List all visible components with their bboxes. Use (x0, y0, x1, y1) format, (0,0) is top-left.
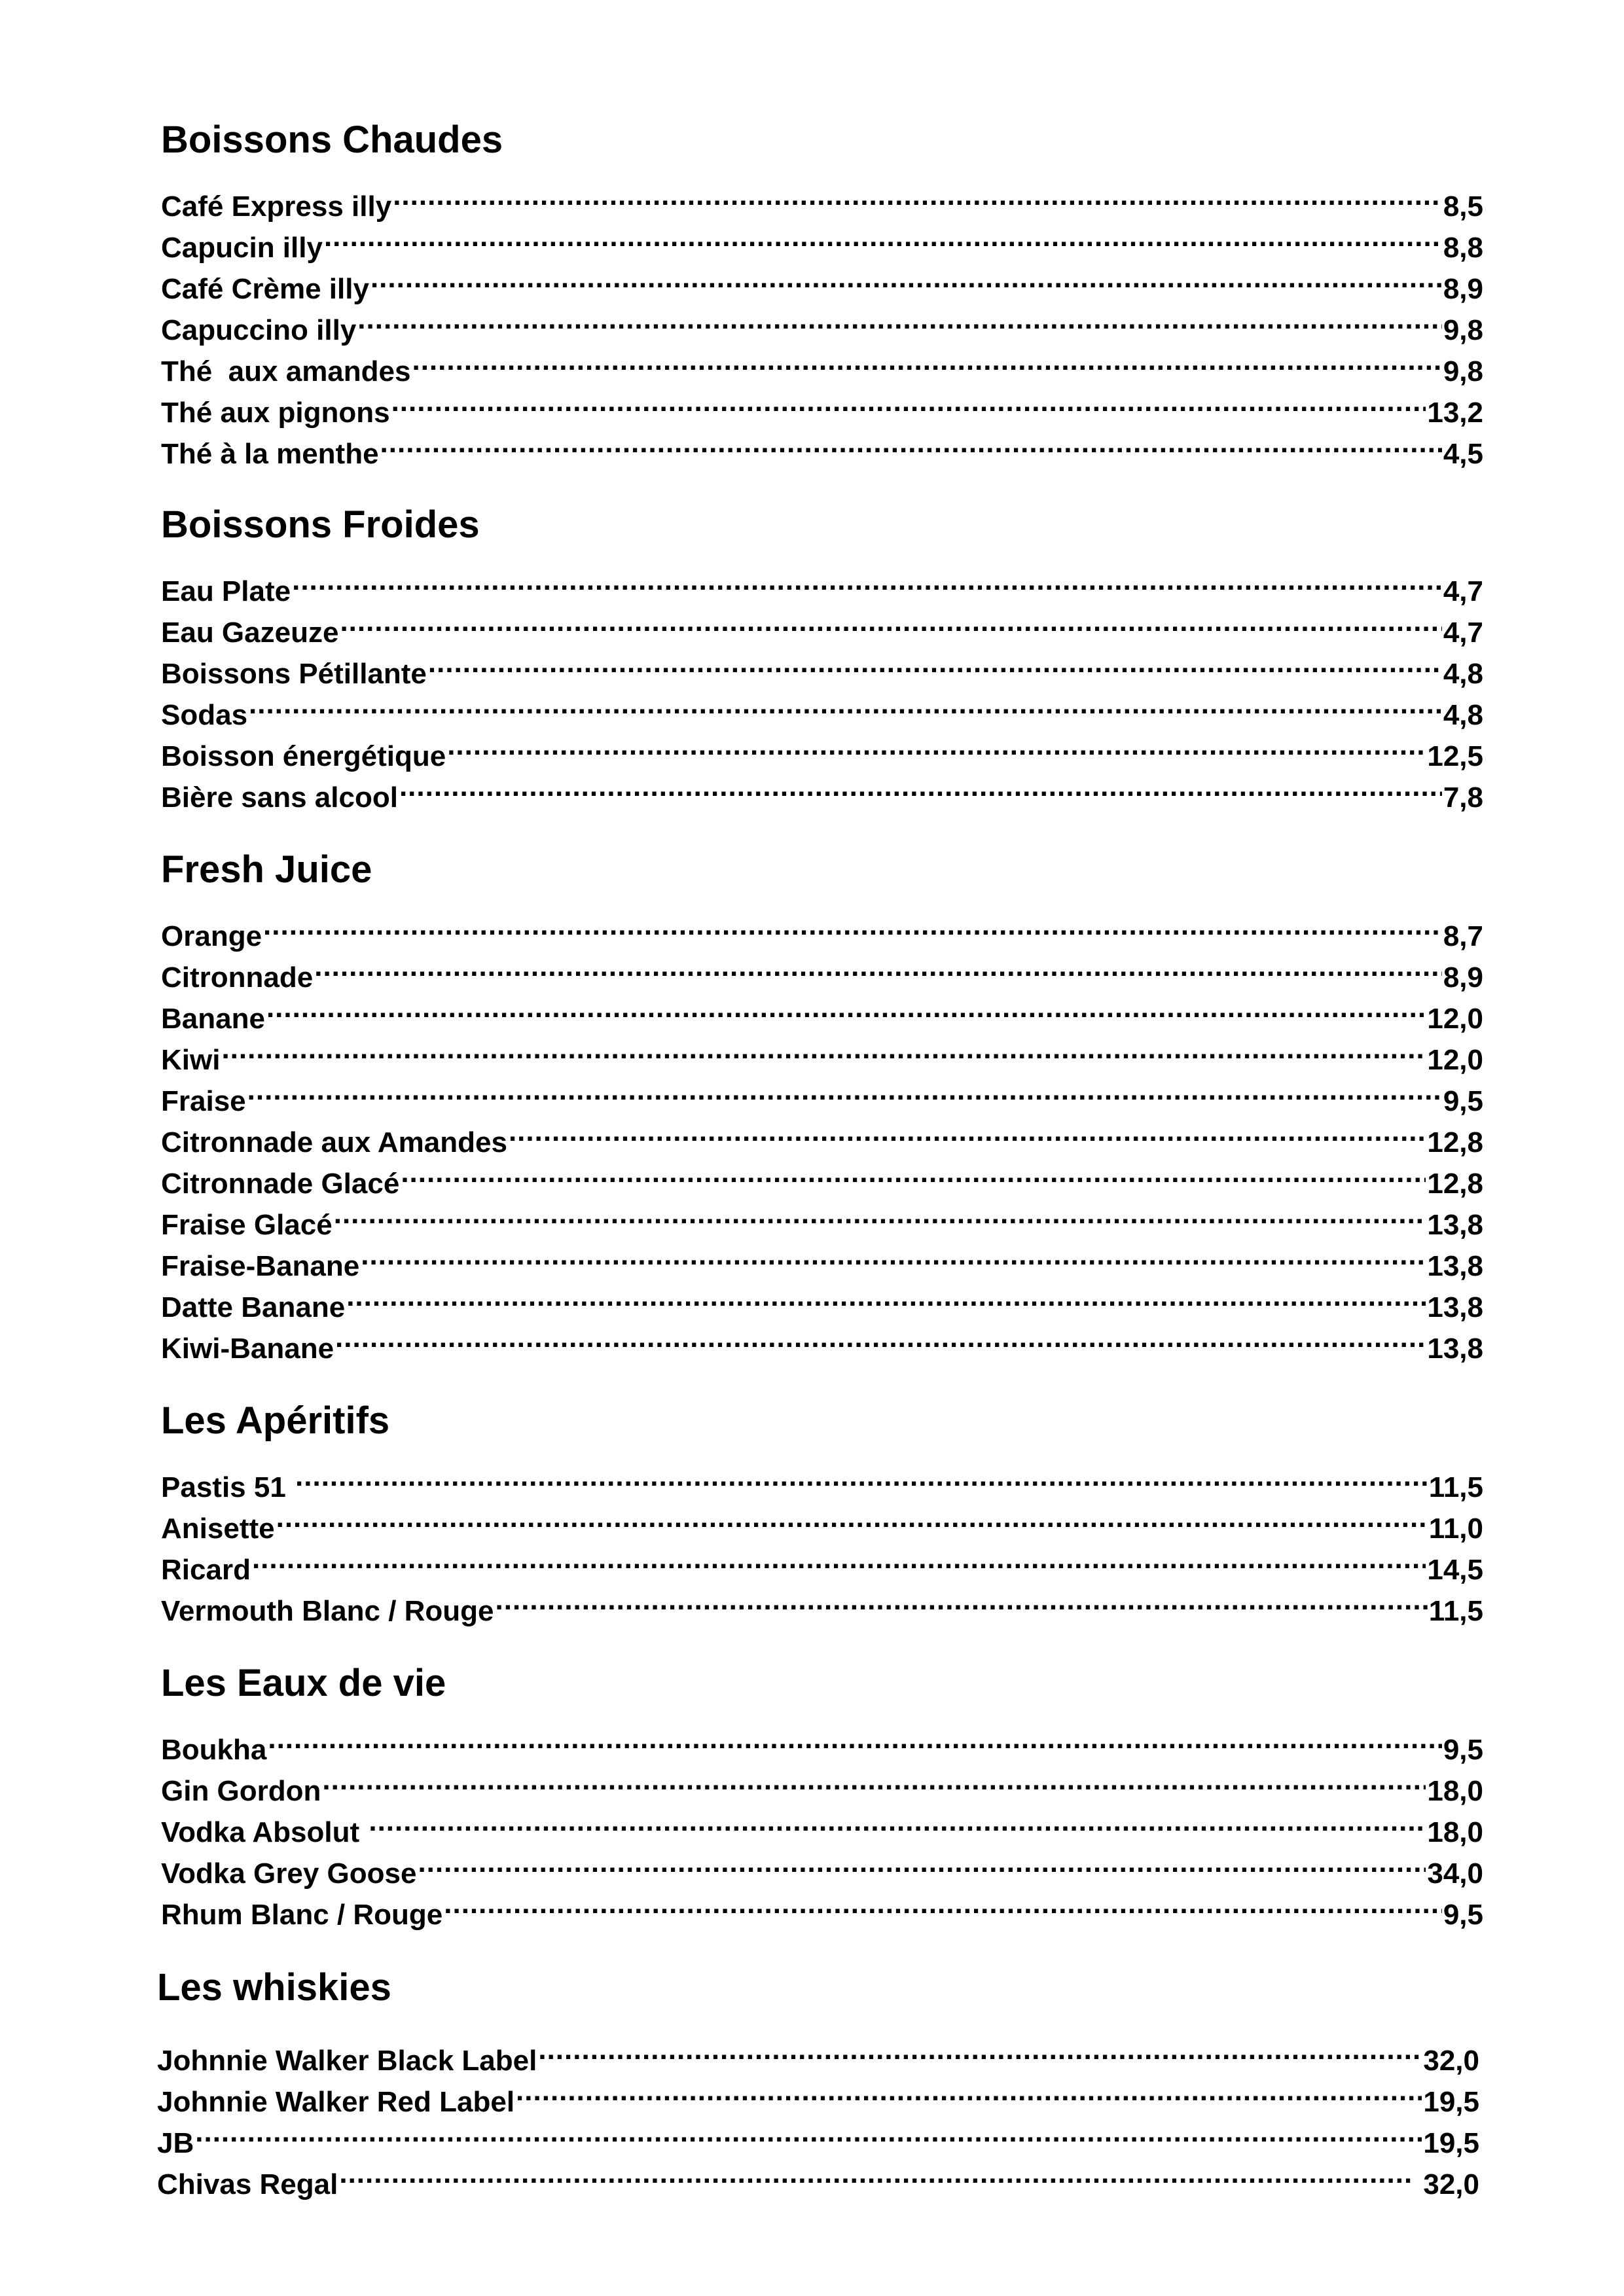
dot-leader (339, 2153, 1414, 2194)
dot-leader (412, 340, 1441, 381)
item-name: Boukha (161, 1734, 267, 1766)
menu-item (161, 1028, 1483, 1076)
dot-leader (509, 1111, 1426, 1152)
item-price: 9,5 (1443, 1899, 1483, 1931)
item-name: Bière sans alcool (161, 781, 398, 814)
item-name: Ricard (161, 1554, 251, 1586)
item-price: 13,8 (1427, 1209, 1483, 1241)
menu-item (161, 340, 1483, 387)
item-price: 8,9 (1443, 961, 1483, 994)
dot-leader (334, 1193, 1426, 1234)
item-name: Thé aux pignons (161, 397, 390, 429)
item-price: 14,5 (1427, 1554, 1483, 1586)
item-name: Gin Gordon (161, 1775, 321, 1807)
dot-leader (391, 381, 1426, 422)
item-price: 4,5 (1443, 438, 1483, 470)
item-price: 13,8 (1427, 1291, 1483, 1323)
menu-item (161, 1842, 1483, 1890)
menu-item (157, 2070, 1479, 2118)
dot-leader (195, 2111, 1422, 2153)
item-price: 9,5 (1443, 1734, 1483, 1766)
item-name: Rhum Blanc / Rouge (161, 1899, 443, 1931)
dot-leader (314, 946, 1442, 987)
item-name: Eau Gazeuze (161, 617, 339, 649)
dot-leader (276, 1497, 1428, 1538)
item-name: Thé aux amandes (161, 355, 411, 387)
dot-leader (393, 175, 1442, 216)
item-name: Orange (161, 920, 262, 952)
menu-list (161, 1456, 1483, 1627)
dot-leader (401, 1152, 1426, 1193)
item-price: 18,0 (1427, 1775, 1483, 1807)
menu-item (161, 1111, 1483, 1158)
item-price: 8,5 (1443, 190, 1483, 223)
menu-item (161, 257, 1483, 305)
section-title: Les Eaux de vie (161, 1662, 446, 1704)
menu-item (161, 422, 1483, 470)
section-title: Boissons Froides (161, 503, 480, 546)
dot-leader (399, 766, 1442, 807)
item-price: 12,8 (1427, 1168, 1483, 1200)
item-price: 19,5 (1423, 2127, 1479, 2159)
dot-leader (292, 560, 1442, 601)
item-name: Citronnade Glacé (161, 1168, 400, 1200)
menu-item (161, 1801, 1483, 1848)
item-price: 32,0 (1423, 2045, 1479, 2077)
menu-item (161, 1759, 1483, 1807)
item-price: 12,8 (1427, 1126, 1483, 1158)
dot-leader (428, 642, 1442, 683)
item-name: Vodka Absolut (161, 1816, 368, 1848)
menu-item (161, 1579, 1483, 1627)
dot-leader (361, 1234, 1426, 1276)
item-name: Thé à la menthe (161, 438, 379, 470)
dot-leader (266, 987, 1426, 1028)
item-name: Banane (161, 1003, 265, 1035)
item-name: JB (157, 2127, 194, 2159)
item-name: Capucin illy (161, 232, 323, 264)
item-price: 9,8 (1443, 314, 1483, 346)
item-price: 34,0 (1427, 1857, 1483, 1890)
menu-item (161, 766, 1483, 814)
menu-list (161, 560, 1483, 814)
item-price: 12,0 (1427, 1003, 1483, 1035)
dot-leader (370, 257, 1442, 298)
dot-leader (340, 601, 1441, 642)
menu-item (161, 683, 1483, 731)
item-name: Vermouth Blanc / Rouge (161, 1595, 494, 1627)
menu-item (161, 905, 1483, 952)
item-name: Café Crème illy (161, 273, 369, 305)
item-name: Kiwi (161, 1044, 221, 1076)
menu-item (161, 1883, 1483, 1931)
item-price: 8,9 (1443, 273, 1483, 305)
menu-item (161, 1152, 1483, 1200)
item-price: 7,8 (1443, 781, 1483, 814)
menu-item (157, 2111, 1479, 2159)
menu-item (161, 1718, 1483, 1766)
menu-item (161, 175, 1483, 223)
menu-list (161, 905, 1483, 1365)
item-name: Boisson énergétique (161, 740, 446, 772)
item-price: 12,0 (1427, 1044, 1483, 1076)
dot-leader (335, 1317, 1426, 1358)
dot-leader (295, 1456, 1428, 1497)
item-price: 11,0 (1428, 1513, 1483, 1545)
menu-item (157, 2153, 1479, 2200)
item-name: Boissons Pétillante (161, 658, 427, 690)
item-name: Fraise-Banane (161, 1250, 360, 1282)
item-price: 4,8 (1443, 699, 1483, 731)
item-name: Kiwi-Banane (161, 1333, 334, 1365)
dot-leader (516, 2070, 1422, 2111)
menu-list (161, 175, 1483, 470)
item-price: 13,8 (1427, 1250, 1483, 1282)
item-name: Eau Plate (161, 575, 291, 607)
dot-leader (418, 1842, 1426, 1883)
dot-leader (268, 1718, 1441, 1759)
item-price: 4,7 (1443, 575, 1483, 607)
dot-leader (346, 1276, 1426, 1317)
item-name: Vodka Grey Goose (161, 1857, 417, 1890)
item-price: 8,8 (1443, 232, 1483, 264)
item-price: 18,0 (1427, 1816, 1483, 1848)
menu-item (161, 1497, 1483, 1545)
item-name: Citronnade aux Amandes (161, 1126, 507, 1158)
item-name: Datte Banane (161, 1291, 346, 1323)
menu-list (157, 2029, 1479, 2200)
item-name: Capuccino illy (161, 314, 357, 346)
menu-item (161, 642, 1483, 690)
dot-leader (369, 1801, 1426, 1842)
item-price: 9,8 (1443, 355, 1483, 387)
item-price: 9,5 (1443, 1085, 1483, 1117)
item-name: Chivas Regal (157, 2168, 338, 2200)
item-price: 4,7 (1443, 617, 1483, 649)
menu-item (161, 601, 1483, 649)
menu-item (157, 2029, 1479, 2077)
menu-item (161, 560, 1483, 607)
dot-leader (221, 1028, 1426, 1069)
menu-item (161, 1069, 1483, 1117)
menu-item (161, 298, 1483, 346)
dot-leader (496, 1579, 1428, 1621)
dot-leader (380, 422, 1442, 463)
menu-item (161, 946, 1483, 994)
dot-leader (538, 2029, 1422, 2070)
item-name: Johnnie Walker Red Label (157, 2086, 515, 2118)
dot-leader (324, 216, 1442, 257)
menu-item (161, 1276, 1483, 1323)
dot-leader (447, 725, 1426, 766)
menu-item (161, 381, 1483, 429)
dot-leader (263, 905, 1442, 946)
item-price: 12,5 (1427, 740, 1483, 772)
menu-list (161, 1718, 1483, 1931)
section-title: Les Apéritifs (161, 1399, 390, 1442)
menu-item (161, 725, 1483, 772)
menu-item (161, 1456, 1483, 1503)
item-name: Café Express illy (161, 190, 392, 223)
dot-leader (322, 1759, 1426, 1801)
dot-leader (252, 1538, 1426, 1579)
item-name: Anisette (161, 1513, 275, 1545)
item-price: 8,7 (1443, 920, 1483, 952)
item-name: Citronnade (161, 961, 314, 994)
item-price: 19,5 (1423, 2086, 1479, 2118)
section-title: Les whiskies (157, 1966, 391, 2009)
item-price: 13,8 (1427, 1333, 1483, 1365)
item-price: 11,5 (1428, 1471, 1483, 1503)
menu-item (161, 1193, 1483, 1241)
item-price: 13,2 (1427, 397, 1483, 429)
dot-leader (249, 683, 1442, 725)
menu-item (161, 987, 1483, 1035)
dot-leader (444, 1883, 1442, 1924)
dot-leader (247, 1069, 1442, 1111)
dot-leader (357, 298, 1442, 340)
item-name: Pastis 51 (161, 1471, 295, 1503)
item-price: 32,0 (1415, 2168, 1479, 2200)
item-name: Fraise Glacé (161, 1209, 333, 1241)
menu-item (161, 1234, 1483, 1282)
item-name: Johnnie Walker Black Label (157, 2045, 537, 2077)
menu-item (161, 1317, 1483, 1365)
section-title: Boissons Chaudes (161, 118, 503, 161)
menu-item (161, 216, 1483, 264)
section-title: Fresh Juice (161, 848, 372, 891)
item-price: 4,8 (1443, 658, 1483, 690)
item-name: Sodas (161, 699, 248, 731)
item-name: Fraise (161, 1085, 246, 1117)
item-price: 11,5 (1428, 1595, 1483, 1627)
menu-item (161, 1538, 1483, 1586)
